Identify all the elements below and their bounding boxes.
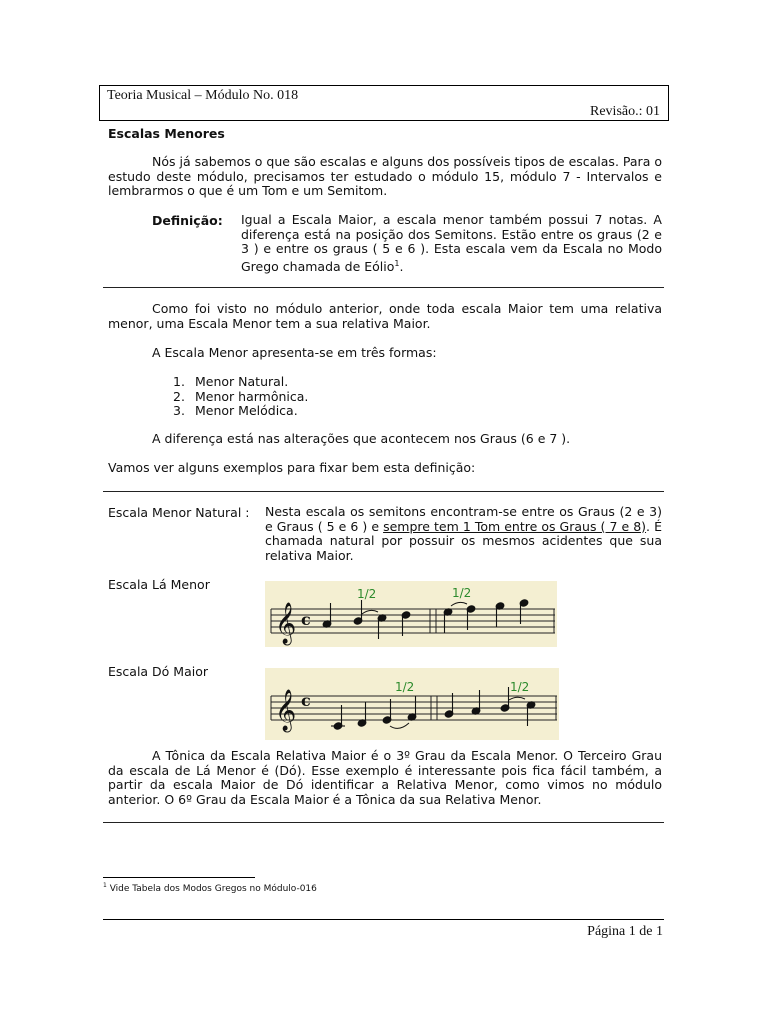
footnote: $^1$ Vide Tabela dos Modos Gregos no Módulo-016 [103, 882, 317, 894]
revision-label: Revisão.: 01 [590, 104, 660, 119]
page-number: Página 1 de 1 [587, 924, 663, 939]
header-box [99, 85, 669, 121]
footnote-divider [103, 877, 255, 878]
half-step-label: 1/2 [510, 680, 530, 694]
natural-label: Escala Menor Natural : [108, 505, 250, 520]
section-title: Escalas Menores [108, 126, 225, 141]
intro-paragraph: Nós já sabemos o que são escalas e alguns dos possíveis tipos de escalas. Para o estudo deste módulo, precisamos ter estudado o módulo 15, módulo 7 - Intervalos e lembrarmos o que é um Tom e um Semitom. [108, 154, 662, 198]
half-step-label: 1/2 [452, 586, 472, 600]
svg-text:c: c [301, 691, 311, 710]
forms-list [173, 375, 308, 419]
forms-paragraph: A Escala Menor apresenta-se em três formas: [152, 345, 437, 360]
list-item: 2. Menor harmônica. [173, 388, 309, 404]
scale-la-staff-image [265, 581, 557, 647]
svg-text:𝄞: 𝄞 [275, 603, 297, 644]
scale-do-staff-image [265, 668, 559, 740]
divider [103, 822, 664, 823]
half-step-label: 1/2 [395, 680, 415, 694]
difference-paragraph: A diferença está nas alterações que acontecem nos Graus (6 e 7 ). [152, 431, 571, 446]
document-title: Teoria Musical – Módulo No. 018 [107, 88, 299, 103]
definition-text: Igual a Escala Maior, a escala menor também possui 7 notas. A diferença está na posição dos Semitons. Estão entre os graus (2 e 3 ) e entre os graus ( 5 e 6 ). Esta escala vem da Escala no Modo Grego chamada de Eólio$^1$. [241, 212, 662, 274]
natural-text: Nesta escala os semitons encontram-se entre os Graus (2 e 3) e Graus ( 5 e 6 ) e sempre tem 1 Tom entre os Graus ( 7 e 8). É chamada natural por possuir os mesmos acidentes que sua relativa Maior. [265, 504, 662, 563]
svg-text:c: c [301, 610, 311, 629]
list-item: 3. Menor Melódica. [173, 403, 298, 418]
list-item: 1. Menor Natural. [173, 374, 289, 389]
scale-do-label: Escala Dó Maior [108, 664, 208, 679]
divider [103, 491, 664, 492]
svg-text:𝄞: 𝄞 [275, 690, 297, 731]
tonic-paragraph: A Tônica da Escala Relativa Maior é o 3º Grau da Escala Menor. O Terceiro Grau da escala de Lá Menor é (Dó). Esse exemplo é interessante pois fica fácil também, a partir da escala Maior de Dó identificar a Relativa Menor, como vimos no módulo anterior. O 6º Grau da Escala Maior é a Tônica da sua Relativa Menor. [108, 748, 662, 807]
scale-la-label: Escala Lá Menor [108, 577, 210, 592]
examples-paragraph: Vamos ver alguns exemplos para fixar bem esta definição: [108, 460, 476, 475]
relative-paragraph: Como foi visto no módulo anterior, onde toda escala Maior tem uma relativa menor, uma Escala Menor tem a sua relativa Maior. [108, 301, 662, 331]
definition-label: Definição: [152, 213, 223, 228]
half-step-label: 1/2 [357, 587, 377, 601]
divider [103, 287, 664, 288]
footer-divider [103, 919, 664, 920]
footnote-ref: 1 [394, 258, 400, 268]
